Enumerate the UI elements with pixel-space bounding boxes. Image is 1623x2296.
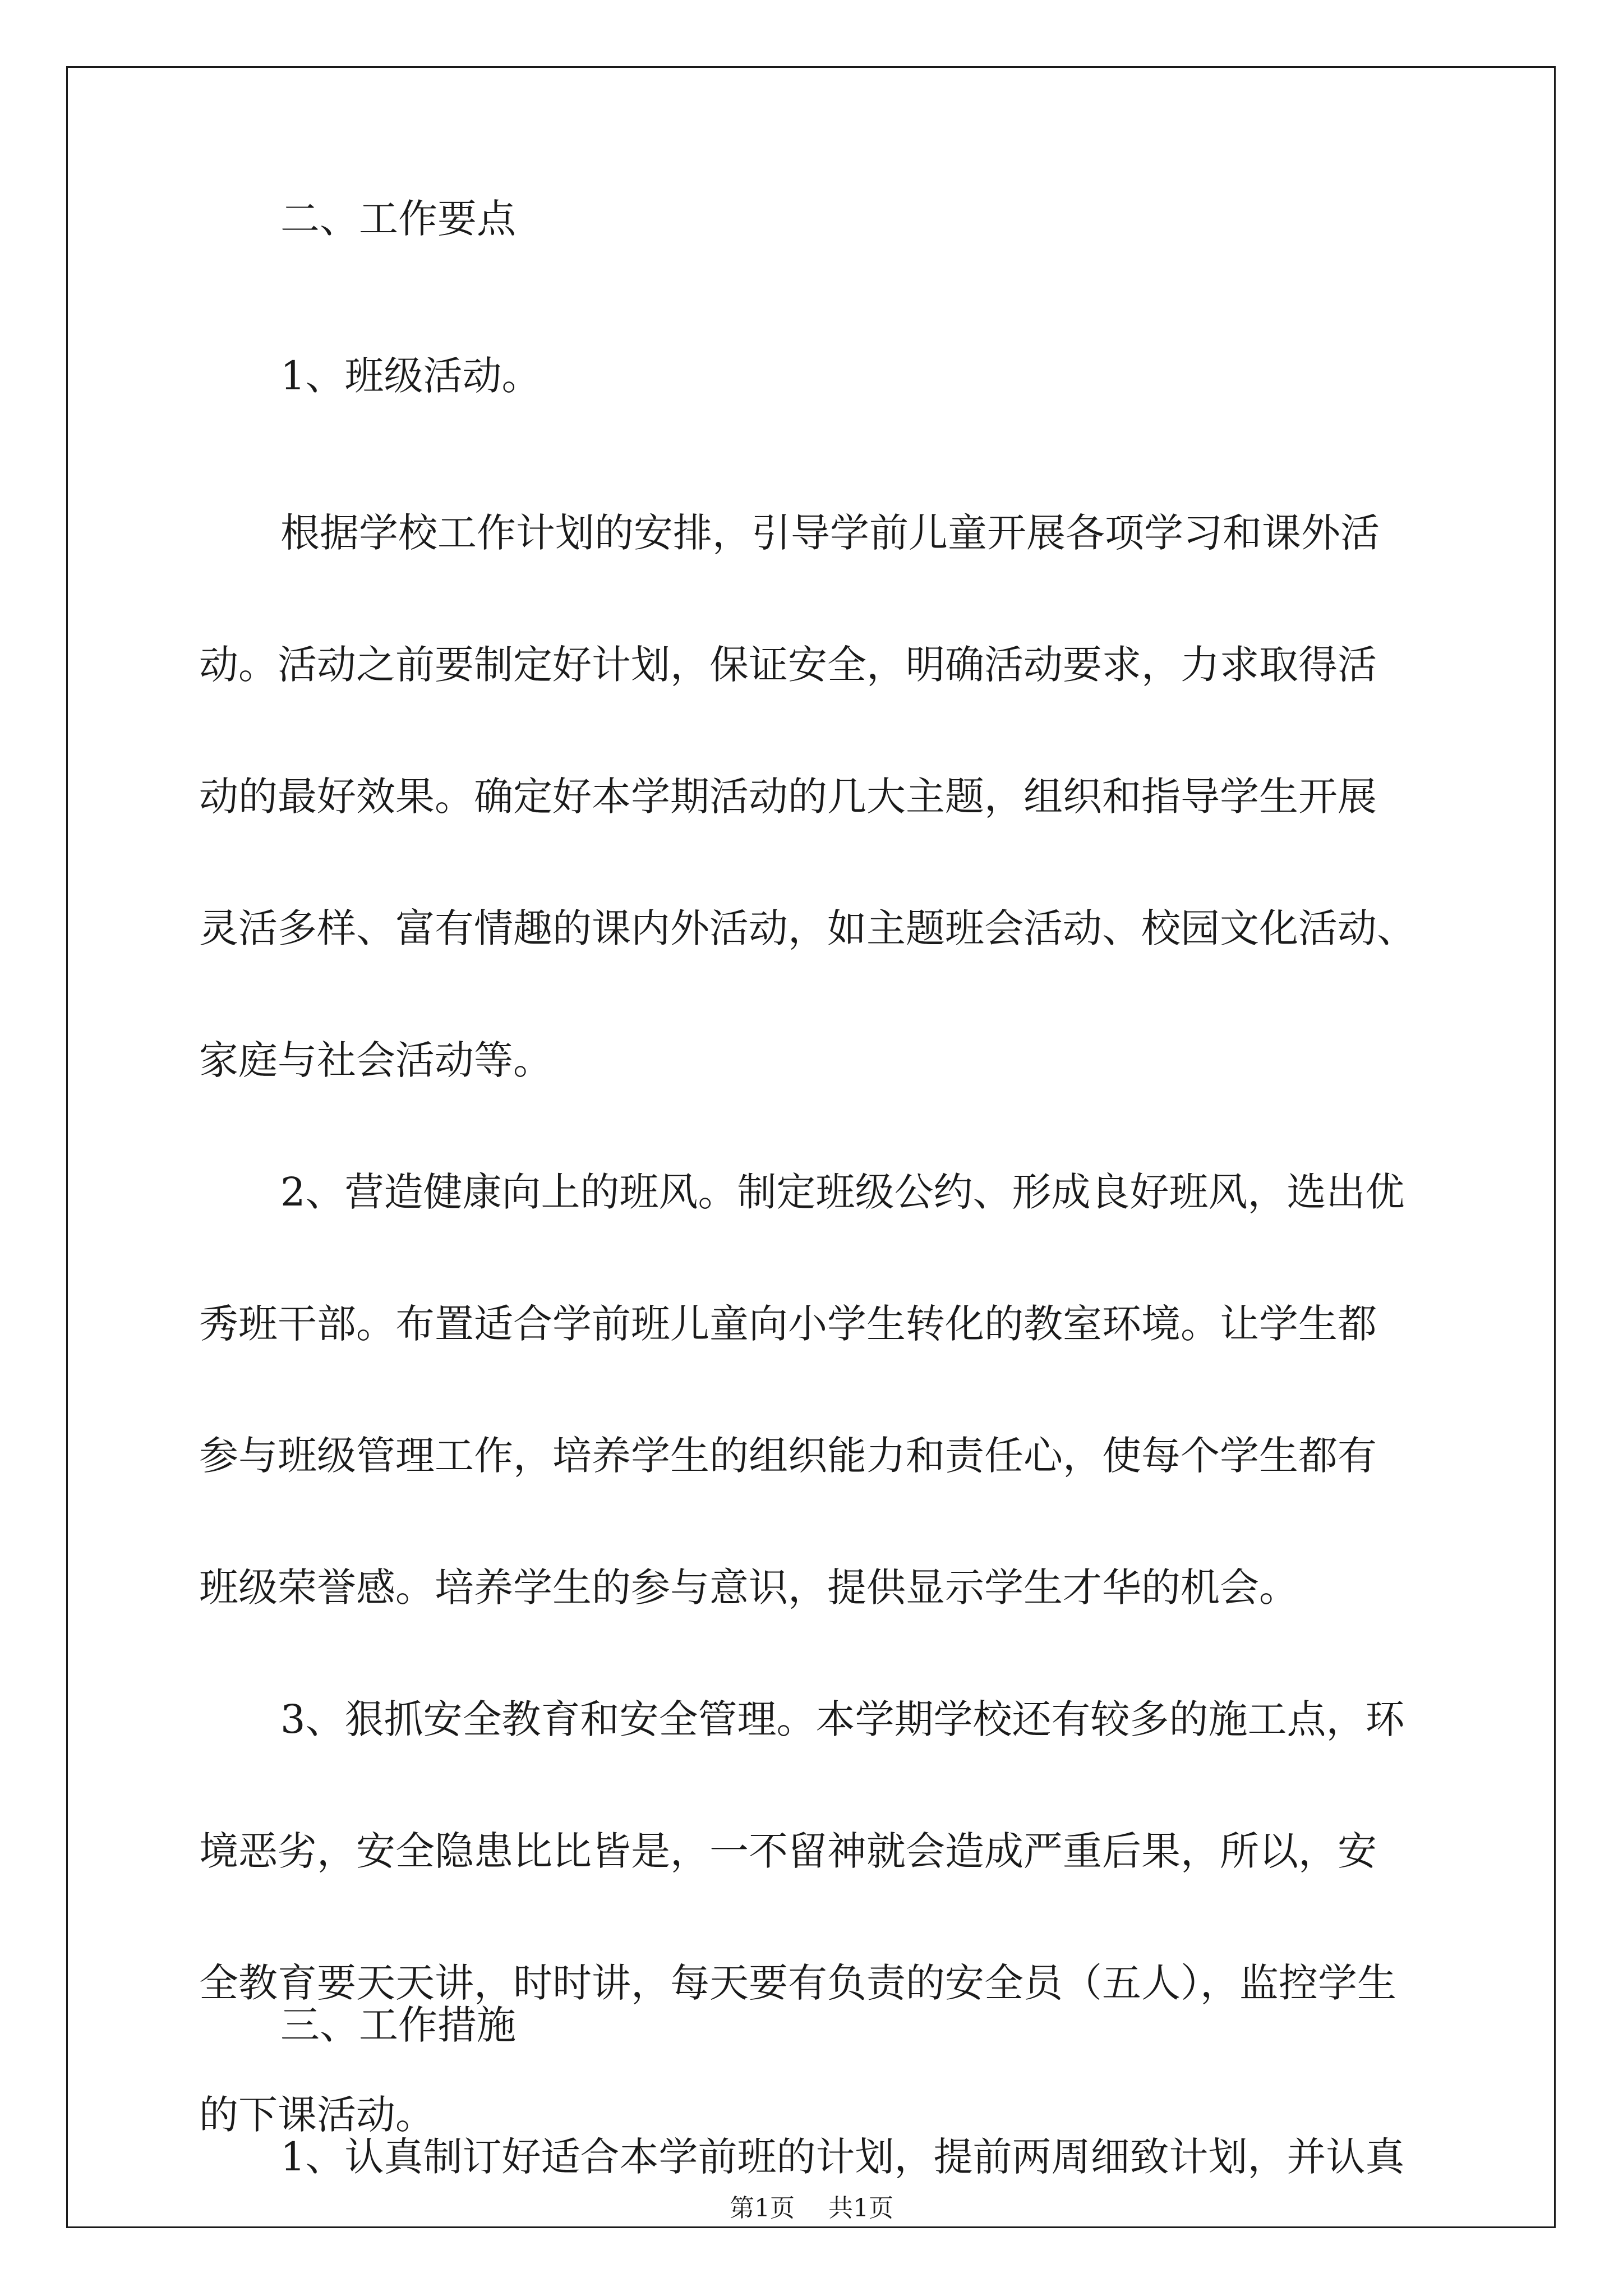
paragraph-line: 动的最好效果。确定好本学期活动的几大主题，组织和指导学生开展	[199, 774, 1377, 820]
paragraph-line: 参与班级管理工作，培养学生的组织能力和责任心，使每个学生都有	[199, 1433, 1377, 1479]
paragraph-line: 全教育要天天讲，时时讲，每天要有负责的安全员（五人），监控学生	[199, 1960, 1396, 2006]
item-heading-1: 1、班级活动。	[280, 353, 541, 399]
paragraph-line: 2、营造健康向上的班风。制定班级公约、形成良好班风，选出优	[280, 1169, 1405, 1215]
paragraph-line: 灵活多样、富有情趣的课内外活动，如主题班会活动、校园文化活动、	[199, 905, 1416, 951]
paragraph-line: 根据学校工作计划的安排，引导学前儿童开展各项学习和课外活	[280, 510, 1380, 556]
paragraph-line: 3、狠抓安全教育和安全管理。本学期学校还有较多的施工点，环	[280, 1696, 1405, 1742]
page-footer	[0, 2188, 1623, 2224]
paragraph-line: 家庭与社会活动等。	[199, 1037, 552, 1083]
paragraph-line: 动。活动之前要制定好计划，保证安全，明确活动要求，力求取得活	[199, 642, 1377, 688]
paragraph-line: 境恶劣，安全隐患比比皆是，一不留神就会造成严重后果，所以，安	[199, 1828, 1377, 1874]
paragraph-line: 1、认真制订好适合本学前班的计划，提前两周细致计划，并认真	[280, 2134, 1405, 2180]
section-heading-3: 三、工作措施	[280, 2002, 516, 2048]
paragraph-line: 的下课活动。	[199, 2092, 435, 2138]
paragraph-line: 秀班干部。布置适合学前班儿童向小学生转化的教室环境。让学生都	[199, 1301, 1377, 1347]
page-total: 共1页	[828, 2194, 893, 2223]
paragraph-line: 班级荣誉感。培养学生的参与意识，提供显示学生才华的机会。	[199, 1565, 1298, 1611]
page-current: 第1页	[730, 2194, 795, 2223]
section-heading-2: 二、工作要点	[280, 196, 516, 242]
